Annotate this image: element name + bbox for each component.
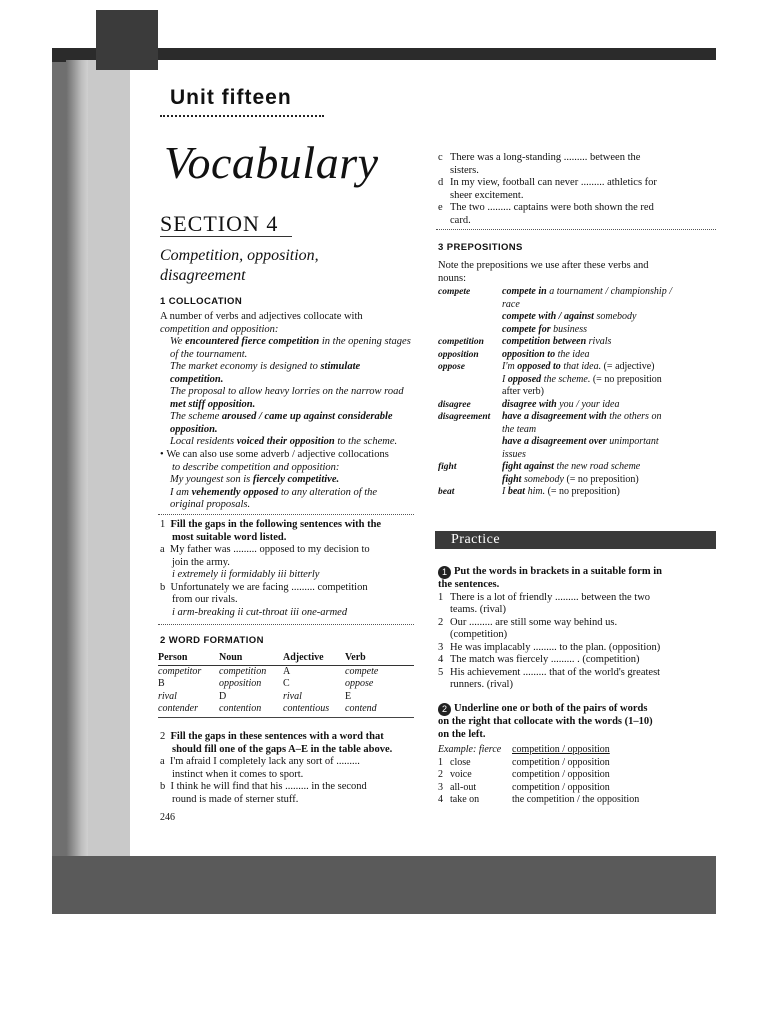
task-1-item [438, 592, 710, 605]
word-formation-table [158, 652, 414, 716]
item-number: 5 [438, 666, 444, 678]
item-text-line2: runners. (rival) [450, 679, 513, 690]
usage-line [502, 474, 710, 487]
example-row [438, 744, 639, 757]
table-bottom-rule [158, 717, 414, 718]
item-label: b [160, 781, 166, 792]
text-run: aroused / came up against considerable [221, 411, 393, 422]
item-number: 2 [438, 616, 444, 628]
example-line [170, 411, 422, 424]
preposition-usage [502, 336, 710, 349]
word-formation-heading: 2 WORD FORMATION [160, 635, 264, 646]
column-header: Noun [219, 652, 243, 663]
bullet-text-line2: to describe competition and opposition: [172, 461, 340, 473]
prepositions-rows [438, 286, 710, 499]
preposition-row [438, 461, 710, 486]
example-line [170, 349, 422, 362]
prepositions-heading: 3 PREPOSITIONS [438, 242, 523, 253]
exercise-1b-text: Unfortunately we are facing ......... competition [170, 581, 368, 593]
text-run: fight against [502, 461, 554, 472]
item-pair: competition / opposition [512, 769, 610, 780]
table-row [158, 665, 414, 678]
item-text: There was a long-standing ......... between the [450, 152, 641, 163]
preposition-usage [502, 411, 710, 461]
column-header: Verb [345, 652, 366, 663]
divider [436, 229, 716, 230]
table-cell: rival [158, 690, 177, 702]
text-run: The proposal to allow heavy lorries on the narrow road [170, 386, 404, 397]
table-cell: E [345, 690, 352, 702]
unit-title-dotted-rule [160, 115, 324, 117]
exercise-2a-text: I'm afraid I completely lack any sort of ......... [169, 756, 360, 767]
exercise-1a-options: i extremely ii formidably iii bitterly [172, 569, 320, 580]
task-2-instruction-line2: on the right that collocate with the words (1–10) [438, 716, 653, 727]
usage-line [502, 361, 710, 374]
collocation-bullet [160, 449, 422, 474]
text-run: have a disagreement over [502, 436, 607, 447]
item-number: 1 [438, 591, 444, 603]
task-2-list [438, 744, 639, 807]
usage-line [502, 374, 710, 387]
text-run: you / your idea [556, 398, 620, 410]
task-2-row [438, 757, 639, 770]
item-pair: competition / opposition [512, 756, 610, 768]
bullet-dot: • [160, 449, 167, 460]
table-cell: A [283, 665, 291, 677]
preposition-usage [502, 399, 710, 412]
text-run: fight [502, 473, 522, 485]
example-line [170, 361, 422, 374]
book-spine-edge [66, 60, 88, 860]
task-number-badge: 2 [438, 703, 451, 716]
usage-line [502, 461, 710, 474]
exercise-1-number: 1 [160, 519, 166, 530]
preposition-term: opposition [438, 349, 479, 360]
collocation-intro [160, 311, 420, 336]
page-grey-margin [88, 60, 130, 858]
collocation-examples [170, 336, 422, 449]
section-heading: SECTION 4 [160, 211, 279, 236]
table-row [158, 678, 414, 691]
page-number: 246 [160, 812, 175, 823]
section-subtitle: Competition, opposition, disagreement [160, 247, 319, 284]
exercise-1a-text: My father was ......... opposed to my decision to [169, 544, 370, 555]
text-run: somebody [521, 473, 564, 485]
task-2-instruction-line3: on the left. [438, 728, 486, 740]
example-line [170, 436, 422, 449]
table-cell: contention [219, 703, 262, 714]
item-text-line2: sisters. [450, 164, 479, 176]
text-run: the team [502, 423, 537, 435]
table-cell: D [219, 690, 227, 702]
item-text-line2: teams. (rival) [450, 604, 506, 615]
exercise-2-number: 2 [160, 731, 166, 742]
text-run: (= no preposition [590, 373, 662, 385]
preposition-usage [502, 486, 710, 499]
task-2-row [438, 794, 639, 807]
preposition-term: oppose [438, 362, 465, 372]
text-run: the idea [555, 348, 590, 360]
task-2-row [438, 782, 639, 795]
item-text-line2: card. [450, 214, 471, 226]
page-title: Vocabulary [164, 137, 379, 188]
text-run: competition between [502, 336, 587, 347]
usage-line [502, 436, 710, 449]
text-run: that idea. [560, 361, 602, 372]
column-header: Adjective [283, 652, 324, 663]
prepositions-intro [438, 260, 706, 285]
usage-line [502, 424, 710, 437]
exercise-1-instruction: Fill the gaps in the following sentences with the [170, 519, 382, 530]
preposition-row [438, 361, 710, 399]
item-text: In my view, football can never ......... athletics for [450, 177, 657, 188]
practice-label: Practice [451, 532, 501, 547]
item-label: b [160, 581, 166, 593]
text-run: rivals [586, 336, 612, 347]
text-run: have a disagreement with [502, 411, 607, 422]
section-underline [160, 236, 292, 237]
item-text: His achievement ......... that of the world's greatest [450, 666, 661, 678]
preposition-row [438, 336, 710, 349]
sentence-item [438, 177, 696, 190]
example-line [170, 499, 420, 512]
table-cell: competitor [158, 665, 202, 677]
exercise-2a-line2: instinct when it comes to sport. [172, 768, 304, 780]
text-run: in the opening stages [319, 336, 411, 347]
example-answer: competition / opposition [512, 744, 610, 755]
divider [158, 624, 414, 625]
preposition-row [438, 349, 710, 362]
text-run: My youngest son is [170, 474, 253, 485]
item-label: c [438, 152, 443, 163]
exercise-1b-options: i arm-breaking ii cut-throat iii one-armed [172, 606, 348, 618]
item-text: Our ......... are still some way behind us. [450, 616, 618, 628]
task-number-badge: 1 [438, 566, 451, 579]
text-run: unimportant [606, 436, 659, 447]
text-run: compete for [502, 323, 551, 335]
task-2-row [438, 769, 639, 782]
text-run: race [502, 298, 520, 310]
column-header: Person [158, 652, 188, 663]
preposition-term: disagreement [438, 412, 491, 422]
preposition-row [438, 286, 710, 336]
word-formation-rows [158, 665, 414, 716]
text-run: the others on [606, 411, 662, 422]
item-word: voice [450, 769, 472, 780]
preposition-row [438, 399, 710, 412]
practice-task-2 [438, 703, 710, 807]
preposition-term: competition [438, 337, 484, 347]
table-cell: contend [345, 703, 377, 714]
text-run: The market economy is designed to [170, 361, 321, 372]
example-line [170, 399, 422, 412]
exercise-2-instruction-line2: should fill one of the gaps A–E in the table above. [172, 743, 393, 755]
text-run: fiercely competitive. [252, 474, 340, 485]
text-run: (= adjective) [601, 361, 655, 372]
usage-line [502, 399, 710, 412]
collocation-intro-line2: competition and opposition: [160, 323, 279, 335]
preposition-term: compete [438, 287, 471, 297]
text-run: him. [525, 486, 546, 497]
item-text: The match was fiercely ......... . (competition) [450, 654, 640, 665]
item-number: 3 [438, 781, 443, 793]
item-word: close [450, 756, 471, 768]
usage-line [502, 286, 710, 299]
preposition-term: beat [438, 487, 455, 497]
item-text: He was implacably ......... to the plan. (opposition) [450, 641, 661, 653]
text-run: to any alteration of the [278, 486, 378, 498]
exercise-2b-line2: round is made of sterner stuff. [172, 793, 299, 805]
text-run: somebody [593, 311, 637, 322]
item-label: d [438, 177, 444, 188]
task-2-rows [438, 744, 639, 807]
text-run: beat [507, 486, 526, 497]
example-line [170, 386, 422, 399]
practice-task-1 [438, 566, 710, 692]
item-number: 1 [438, 756, 443, 768]
prepositions-intro-line1: Note the prepositions we use after these verbs and [438, 260, 649, 271]
item-number: 4 [438, 794, 443, 805]
text-run: voiced their opposition [236, 436, 335, 447]
table-row [158, 703, 414, 716]
usage-line [502, 349, 710, 362]
bullet-text: We can also use some adverb / adjective collocations [166, 449, 389, 460]
exercise-1 [160, 519, 422, 619]
exercise-2 [160, 731, 422, 806]
exercise-2-instruction: Fill the gaps in these sentences with a word that [170, 731, 384, 742]
item-text-line2: sheer excitement. [450, 189, 524, 201]
text-run: after verb) [502, 386, 544, 397]
preposition-term: fight [438, 462, 457, 472]
text-run: (= no preposition) [563, 473, 639, 485]
preposition-usage [502, 361, 710, 399]
usage-line [502, 336, 710, 349]
table-cell: oppose [345, 678, 374, 689]
exercise-1a-line2: join the army. [172, 556, 230, 568]
text-run: opposed [507, 373, 542, 385]
usage-line [502, 311, 710, 324]
text-run: opposed to [517, 361, 561, 372]
text-run: business [550, 323, 587, 335]
item-number: 3 [438, 641, 444, 653]
text-run: the new road scheme [553, 461, 641, 472]
text-run: a tournament / championship / [546, 286, 672, 297]
item-text: There is a lot of friendly ......... between the two [450, 591, 651, 603]
text-run: compete with / against [502, 311, 594, 322]
item-pair: competition / opposition [512, 781, 610, 793]
text-run: encountered fierce competition [185, 336, 320, 347]
usage-line [502, 486, 710, 499]
item-text: The two ......... captains were both shown the red [450, 202, 654, 213]
table-cell: rival [283, 690, 302, 702]
usage-line [502, 449, 710, 462]
text-run: to the scheme. [334, 436, 398, 447]
collocation-heading: 1 COLLOCATION [160, 296, 243, 307]
prepositions-intro-line2: nouns: [438, 272, 467, 284]
item-pair: the competition / the opposition [512, 794, 640, 805]
item-number: 2 [438, 769, 443, 780]
example-line [170, 474, 420, 487]
table-cell: C [283, 678, 290, 689]
item-label: a [160, 544, 165, 555]
table-row [158, 691, 414, 704]
unit-title: Unit fifteen [170, 86, 292, 109]
text-run: I [502, 373, 508, 385]
task-2-instruction: Underline one or both of the pairs of words [454, 703, 648, 714]
item-text-line2: (competition) [450, 629, 508, 640]
usage-line [502, 386, 710, 399]
table-cell: B [158, 678, 165, 689]
item-word: all-out [450, 781, 477, 793]
example-line [170, 374, 422, 387]
unit-tab-marker [96, 10, 158, 70]
preposition-term: disagree [438, 399, 471, 410]
exercise-2-continued [438, 152, 696, 227]
item-label: e [438, 202, 443, 213]
preposition-usage [502, 461, 710, 486]
text-run: of the tournament. [170, 348, 248, 360]
bullet-examples [170, 474, 420, 512]
preposition-usage [502, 286, 710, 336]
task-1-instruction: Put the words in brackets in a suitable form in [454, 566, 662, 577]
text-run: (= no preposition) [545, 486, 620, 497]
table-cell: contentious [283, 703, 330, 714]
task-1-item [438, 667, 710, 680]
example-label: Example: fierce [438, 744, 502, 755]
text-run: I [502, 486, 508, 497]
example-line [170, 424, 422, 437]
text-run: Local residents [170, 436, 237, 447]
item-label: a [160, 756, 165, 767]
task-1-item [438, 642, 710, 655]
task-1-item [438, 617, 710, 630]
preposition-usage [502, 349, 710, 362]
text-run: I'm [502, 361, 518, 372]
prepositions-table [438, 286, 710, 499]
item-word: take on [450, 794, 480, 805]
usage-line [502, 324, 710, 337]
table-cell: competition [219, 665, 267, 677]
example-line [170, 336, 422, 349]
text-run: We [170, 336, 186, 347]
table-cell: opposition [219, 678, 262, 689]
text-run: met stiff opposition. [170, 398, 256, 410]
collocation-intro-line1: A number of verbs and adjectives collocate with [160, 311, 363, 322]
task-1-items [438, 592, 710, 692]
text-run: original proposals. [170, 499, 251, 510]
preposition-row [438, 486, 710, 499]
preposition-row [438, 411, 710, 461]
text-run: opposition. [170, 423, 218, 435]
usage-line [502, 411, 710, 424]
table-cell: contender [158, 703, 198, 714]
divider [158, 514, 414, 515]
text-run: I am [170, 486, 192, 498]
usage-line [502, 299, 710, 312]
exercise-1b-line2: from our rivals. [172, 594, 238, 605]
example-line [170, 487, 420, 500]
text-run: The scheme [170, 411, 222, 422]
text-run: the scheme. [541, 373, 591, 385]
sentence-item [438, 152, 696, 165]
text-run: compete in [502, 286, 547, 297]
exercise-1-instruction-line2: most suitable word listed. [172, 531, 287, 543]
text-run: disagree with [502, 398, 557, 410]
scan-bottom-edge [52, 856, 716, 914]
task-1-instruction-line2: the sentences. [438, 579, 500, 590]
task-1-item [438, 654, 710, 667]
table-cell: compete [345, 665, 379, 677]
text-run: issues [502, 448, 526, 460]
text-run: vehemently opposed [191, 486, 279, 498]
sentence-item [438, 202, 696, 215]
exercise-2b-text: I think he will find that his ......... in the second [170, 781, 367, 792]
text-run: competition. [170, 373, 224, 385]
item-number: 4 [438, 654, 444, 665]
text-run: opposition to [502, 348, 556, 360]
text-run: stimulate [320, 361, 361, 372]
